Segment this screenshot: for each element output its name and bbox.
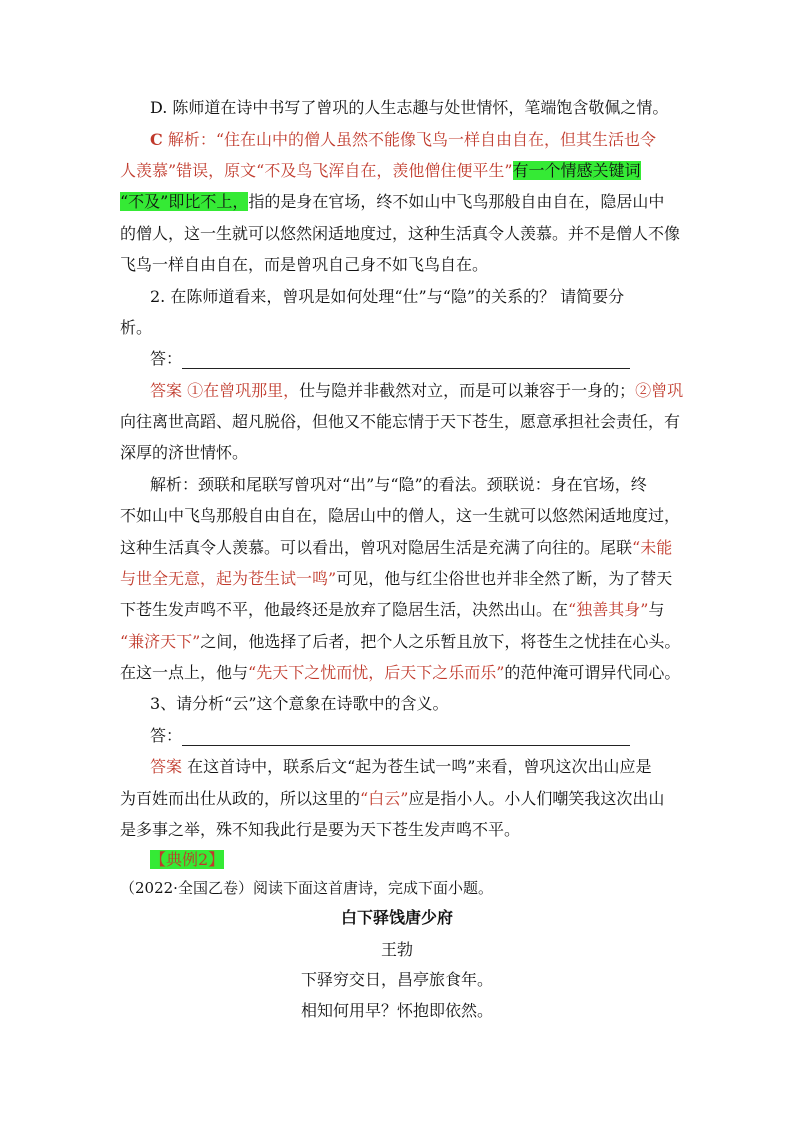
quote-text: “独善其身” — [568, 600, 649, 619]
analysis-c-line2 — [120, 161, 680, 181]
analysis-2-line2: 不如山中飞鸟那般自由自在，隐居山中的僧人，这一生就可以悠然闲适地度过， — [120, 506, 681, 525]
exam-source: （2022·全国乙卷）阅读下面这首唐诗，完成下面小题。 — [120, 879, 493, 897]
quote-text: “兼济天下” — [120, 632, 201, 651]
answer-2-line2: 向往离世高蹈、超凡脱俗，但他又不能忘情于天下苍生，愿意承担社会责任，有 — [120, 412, 681, 431]
analysis-text: 下苍生发声鸣不平，他最终还是放弃了隐居生活，决然出山。在 — [120, 600, 569, 619]
answer-text: 在这首诗中，联系后文“起为苍生试一鸣”来看，曾巩这次出山应是 — [182, 757, 652, 776]
quote-text: 与世全无意，起为苍生试一鸣” — [120, 569, 337, 588]
quote-text: “白云” — [360, 789, 409, 808]
analysis-2-line4 — [120, 569, 680, 589]
poem-line-2: 相知何用早？怀抱即依然。 — [300, 1001, 493, 1020]
analysis-text: 之间，他选择了后者，把个人之乐暂且放下，将苍生之忧挂在心头。 — [200, 632, 681, 651]
poem-title: 白下驿饯唐少府 — [340, 908, 453, 927]
answer-text: 为百姓而出仕从政的，所以这里的 — [120, 789, 361, 808]
answer-3-line2 — [120, 789, 680, 809]
analysis-2-line7 — [120, 663, 680, 683]
analysis-text: 这种生活真令人羡慕。可以看出，曾巩对隐居生活是充满了向往的。尾联 — [120, 538, 633, 557]
analysis-c-line5: 飞鸟一样自由自在，而是曾巩自己身不如飞鸟自在。 — [120, 255, 489, 274]
answer-text: 应是指小人。小人们嘲笑我这次出山 — [408, 789, 665, 808]
question-2-cont: 析。 — [120, 318, 153, 337]
answer-2-line3: 深厚的济世情怀。 — [120, 443, 249, 462]
answer-blank-3 — [150, 726, 710, 746]
analysis-c-line1 — [150, 130, 710, 150]
answer-label: 答案 — [150, 381, 183, 400]
quote-text: “未能 — [632, 538, 673, 557]
quote-text: “先天下之忧而忧，后天下之乐而乐” — [248, 663, 505, 682]
analysis-text: 人羡慕”错误，原文“不及鸟飞浑自在，羡他僧住便平生” — [120, 161, 513, 180]
analysis-text: 的范仲淹可谓异代同心。 — [504, 663, 681, 682]
example-heading — [150, 850, 710, 870]
answer-label: 答案 — [150, 757, 183, 776]
answer-point: ①在曾巩那里， — [182, 381, 300, 400]
answer-point: ②曾巩 — [635, 381, 684, 400]
highlight-text: “不及”即比不上， — [120, 192, 249, 211]
analysis-2-line3 — [120, 538, 680, 558]
analysis-2-line1: 解析：颈联和尾联写曾巩对“出”与“隐”的看法。颈联说：身在官场，终 — [150, 475, 647, 494]
answer-prefix: 答： — [150, 349, 183, 368]
option-d: D. 陈师道在诗中书写了曾巩的人生志趣与处世情怀，笔端饱含敬佩之情。 — [150, 98, 669, 117]
question-2: 2. 在陈师道看来，曾巩是如何处理“仕”与“隐”的关系的？ 请简要分 — [150, 287, 625, 306]
example-label: 【典例2】 — [150, 850, 225, 869]
analysis-c-line4: 的僧人，这一生就可以悠然闲适地度过，这种生活真令人羡慕。并不是僧人不像 — [120, 224, 681, 243]
analysis-text: 在这一点上，他与 — [120, 663, 249, 682]
analysis-c-line3 — [120, 192, 680, 212]
answer-letter: C — [150, 130, 163, 149]
answer-2-line1 — [150, 381, 710, 401]
answer-underline[interactable] — [182, 731, 630, 746]
answer-prefix: 答： — [150, 726, 183, 745]
analysis-2-line6 — [120, 632, 680, 652]
poem-line-1: 下驿穷交日，昌亭旅食年。 — [300, 970, 493, 989]
analysis-text: 可见，他与红尘俗世也并非全然了断，为了替天 — [336, 569, 673, 588]
answer-3-line3: 是多事之举，殊不知我此行是要为天下苍生发声鸣不平。 — [120, 820, 521, 839]
poem-author: 王勃 — [380, 940, 413, 959]
answer-underline[interactable] — [182, 354, 630, 369]
answer-3-line1 — [150, 757, 710, 777]
highlight-text: 有一个情感关键词 — [512, 161, 641, 180]
analysis-text: 与 — [648, 600, 665, 619]
analysis-text: 解析：“住在山中的僧人虽然不能像飞鸟一样自由自在，但其生活也令 — [162, 130, 657, 149]
analysis-2-line5 — [120, 600, 680, 620]
answer-text: 仕与隐并非截然对立，而是可以兼容于一身的； — [299, 381, 636, 400]
question-3: 3、请分析“云”这个意象在诗歌中的含义。 — [150, 694, 449, 713]
analysis-text: 指的是身在官场，终不如山中飞鸟那般自由自在，隐居山中 — [248, 192, 665, 211]
answer-blank-2 — [150, 349, 710, 369]
